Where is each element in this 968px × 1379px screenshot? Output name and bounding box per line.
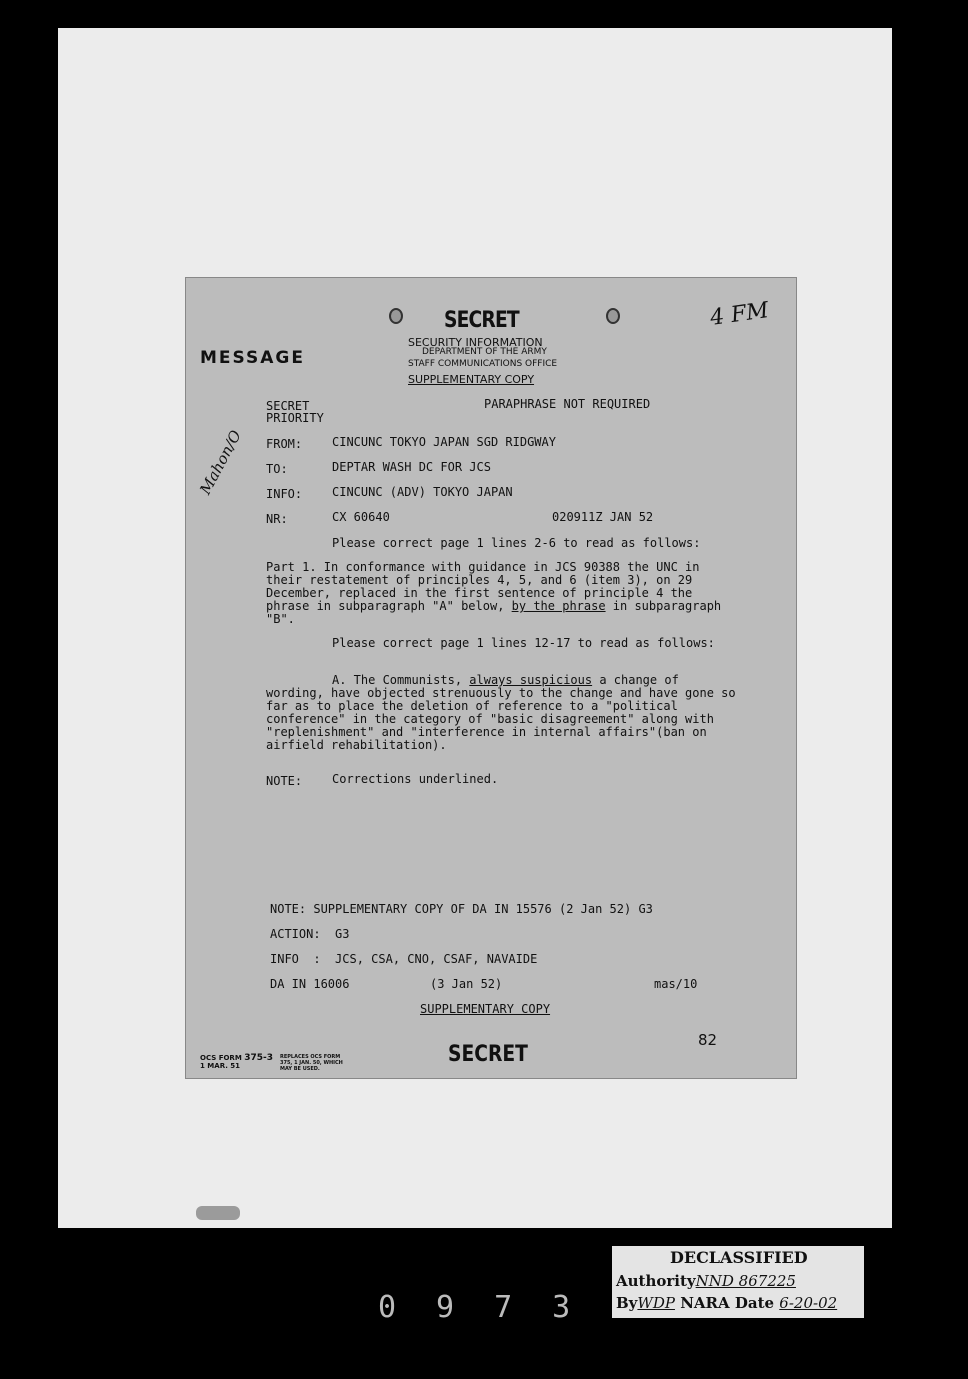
stamp-authority-value: NND 867225 (695, 1272, 796, 1290)
nr-label: NR: (266, 512, 288, 526)
part-1-text-end: in subparagraph "B". (266, 599, 722, 626)
handwritten-margin-note: Mahon/O (196, 427, 245, 498)
department-name: DEPARTMENT OF THE ARMY (422, 347, 547, 357)
part-1-underlined: by the phrase (511, 599, 606, 613)
da-in-number: DA IN 16006 (270, 977, 350, 991)
footer-classification: SECRET (448, 1042, 528, 1067)
header-classification: SECRET (444, 308, 519, 333)
stamp-by-date (616, 1294, 837, 1312)
paraphrase-note: PARAPHRASE NOT REQUIRED (484, 397, 651, 411)
from-label: FROM: (266, 437, 303, 451)
correction-1-intro: Please correct page 1 lines 2-6 to read as follows: (332, 536, 701, 550)
footer-copy-type: SUPPLEMENTARY COPY (420, 1002, 551, 1016)
routing-info: INFO : JCS, CSA, CNO, CSAF, NAVAIDE (270, 952, 538, 966)
microfilm-frame-number: 0973 (378, 1290, 611, 1325)
paragraph-a (266, 674, 741, 752)
paragraph-a-start: A. The Communists, (332, 673, 470, 687)
stamp-authority-label: Authority (616, 1272, 696, 1290)
form-replaces-note: REPLACES OCS FORM 375, 1 JAN. 50, WHICH MAY BE USED. (280, 1054, 343, 1072)
form-date: 1 MAR. 51 (200, 1062, 241, 1070)
paragraph-a-underlined: always suspicious (469, 673, 593, 687)
stamp-by-value: WDP (637, 1294, 675, 1312)
to-value: DEPTAR WASH DC FOR JCS (332, 460, 491, 474)
form-code (200, 1054, 273, 1070)
paragraph-a-rest: a change of wording, have objected strenuously to the change and have gone so far as to place the deletion of reference to a "political conference" in the category of "basic disagreement" along with "replenishment" and "interference in internal affairs"(ban on airfield rehabilitation). (266, 673, 736, 752)
operator-initials: mas/10 (654, 977, 698, 991)
message-precedence: PRIORITY (266, 411, 324, 425)
page-number: 82 (698, 1031, 718, 1049)
part-1-paragraph (266, 561, 741, 626)
da-in-date: (3 Jan 52) (430, 977, 503, 991)
form-label: OCS FORM (200, 1054, 242, 1062)
office-name: STAFF COMMUNICATIONS OFFICE (408, 359, 558, 369)
note-label: NOTE: (266, 774, 303, 788)
message-form (186, 278, 796, 1078)
form-number: 375-3 (244, 1053, 274, 1063)
date-time-group: 020911Z JAN 52 (552, 510, 654, 524)
handwritten-top-right: 4 FM (708, 298, 771, 331)
info-label: INFO: (266, 487, 303, 501)
part-1-text: Part 1. In conformance with guidance in JCS 90388 the UNC in their restatement of principles 4, 5, and 6 (item 3), on 29 December, replaced in the first sentence of principle 4 the phrase in subparagraph "A" below, (266, 560, 700, 613)
note-text: Corrections underlined. (332, 772, 499, 786)
form-title: MESSAGE (200, 348, 305, 368)
stamp-by-label: By (616, 1294, 638, 1312)
header-copy-type: SUPPLEMENTARY COPY (408, 373, 535, 386)
info-value: CINCUNC (ADV) TOKYO JAPAN (332, 485, 513, 499)
stamp-authority (616, 1272, 796, 1290)
stamp-nara-label: NARA Date (680, 1294, 775, 1312)
stamp-date-value: 6-20-02 (779, 1294, 838, 1312)
routing-note: NOTE: SUPPLEMENTARY COPY OF DA IN 15576 (2 Jan 52) G3 (270, 902, 653, 916)
security-information: SECURITY INFORMATION (408, 336, 543, 349)
message-classification: SECRET (266, 399, 310, 413)
from-value: CINCUNC TOKYO JAPAN SGD RIDGWAY (332, 435, 556, 449)
routing-action: ACTION: G3 (270, 927, 350, 941)
outer-sheet (58, 28, 892, 1228)
correction-2-intro: Please correct page 1 lines 12-17 to read as follows: (332, 636, 715, 650)
nr-value: CX 60640 (332, 510, 390, 524)
punch-hole-right (606, 308, 620, 324)
stamp-title: DECLASSIFIED (670, 1248, 808, 1267)
to-label: TO: (266, 462, 288, 476)
declassification-stamp (612, 1246, 864, 1318)
punch-hole-left (389, 308, 403, 324)
scan-smudge (196, 1206, 240, 1220)
